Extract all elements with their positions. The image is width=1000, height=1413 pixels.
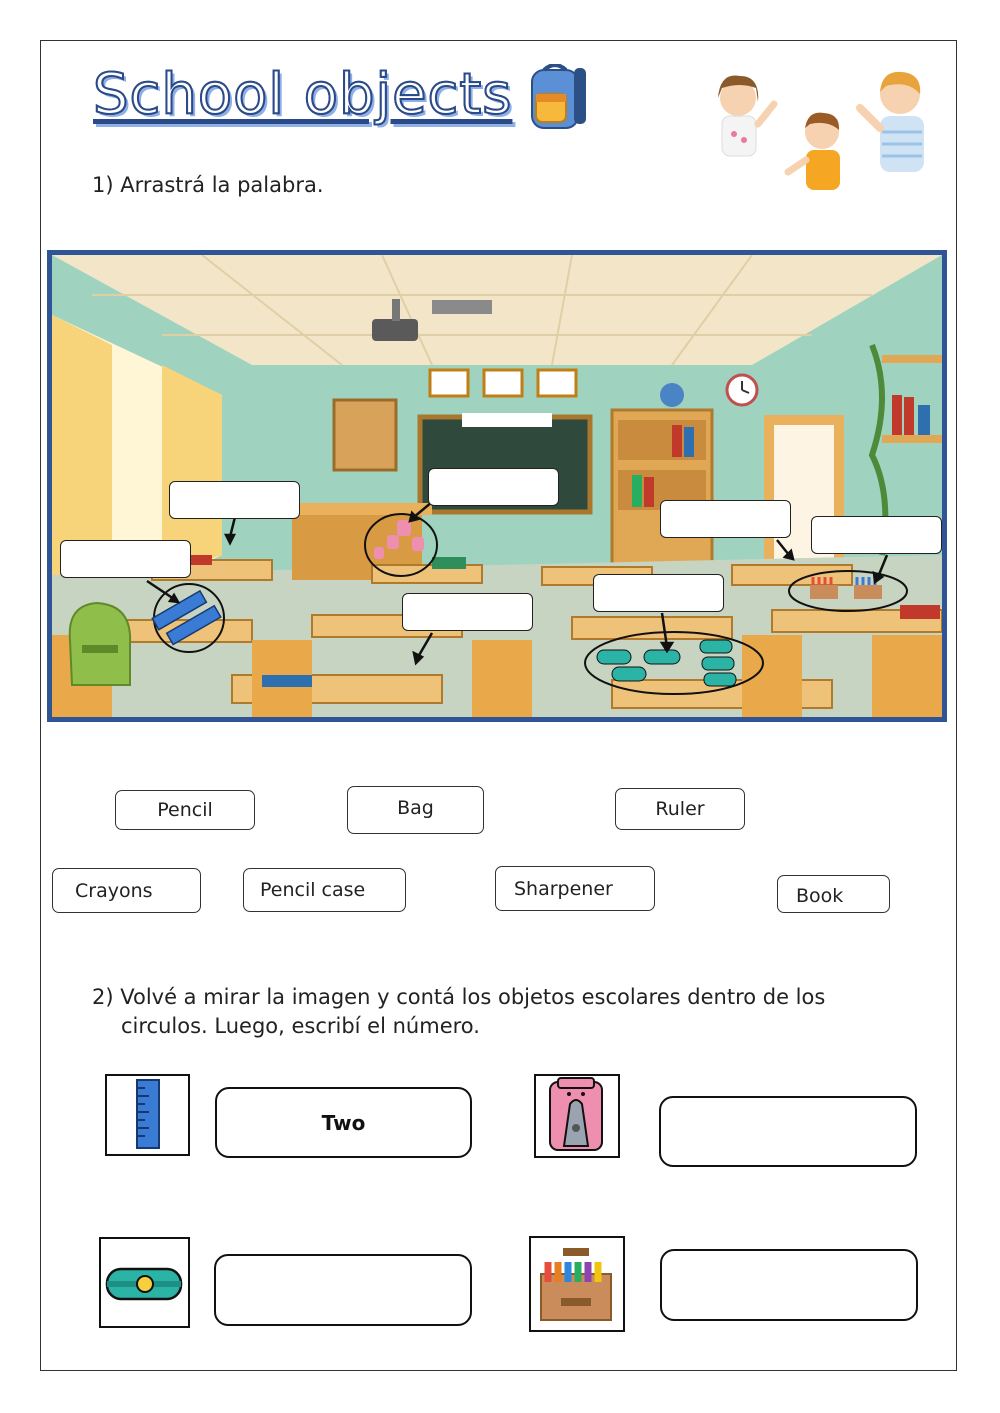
backpack-icon	[522, 64, 590, 130]
ruler-count-answer[interactable]: Two	[215, 1087, 472, 1158]
drop-box-ruler[interactable]	[60, 540, 191, 578]
children-waving-illustration	[710, 68, 930, 193]
drop-box-pencil-case[interactable]	[593, 574, 724, 612]
instruction-2-line1: 2) Volvé a mirar la imagen y contá los objetos escolares dentro de los	[92, 985, 826, 1009]
word-chip-pencil-case[interactable]: Pencil case	[243, 868, 406, 912]
sharpener-icon	[534, 1074, 620, 1158]
drop-box-sharpener[interactable]	[428, 468, 559, 506]
sharpener-count-answer[interactable]	[659, 1096, 917, 1167]
page-title: School objects	[93, 62, 513, 127]
drop-box-desk-left[interactable]	[169, 481, 300, 519]
instruction-1: 1) Arrastrá la palabra.	[92, 173, 324, 197]
word-chip-pencil[interactable]: Pencil	[115, 790, 255, 830]
word-chip-sharpener[interactable]: Sharpener	[495, 866, 655, 911]
word-chip-ruler[interactable]: Ruler	[615, 788, 745, 830]
crayons-count-answer[interactable]	[660, 1249, 918, 1321]
drop-box-desk-right[interactable]	[660, 500, 791, 538]
instruction-2-line2: circulos. Luego, escribí el número.	[121, 1014, 480, 1038]
drop-box-crayons[interactable]	[811, 516, 942, 554]
pencil-case-count-answer[interactable]	[214, 1254, 472, 1326]
pencil-case-icon	[99, 1237, 190, 1328]
ruler-icon	[105, 1074, 190, 1156]
classroom-scene	[47, 250, 947, 722]
drop-box-book[interactable]	[402, 593, 533, 631]
crayons-icon	[529, 1236, 625, 1332]
word-chip-crayons[interactable]: Crayons	[52, 868, 201, 913]
word-chip-book[interactable]: Book	[777, 875, 890, 913]
word-chip-bag[interactable]: Bag	[347, 786, 484, 834]
